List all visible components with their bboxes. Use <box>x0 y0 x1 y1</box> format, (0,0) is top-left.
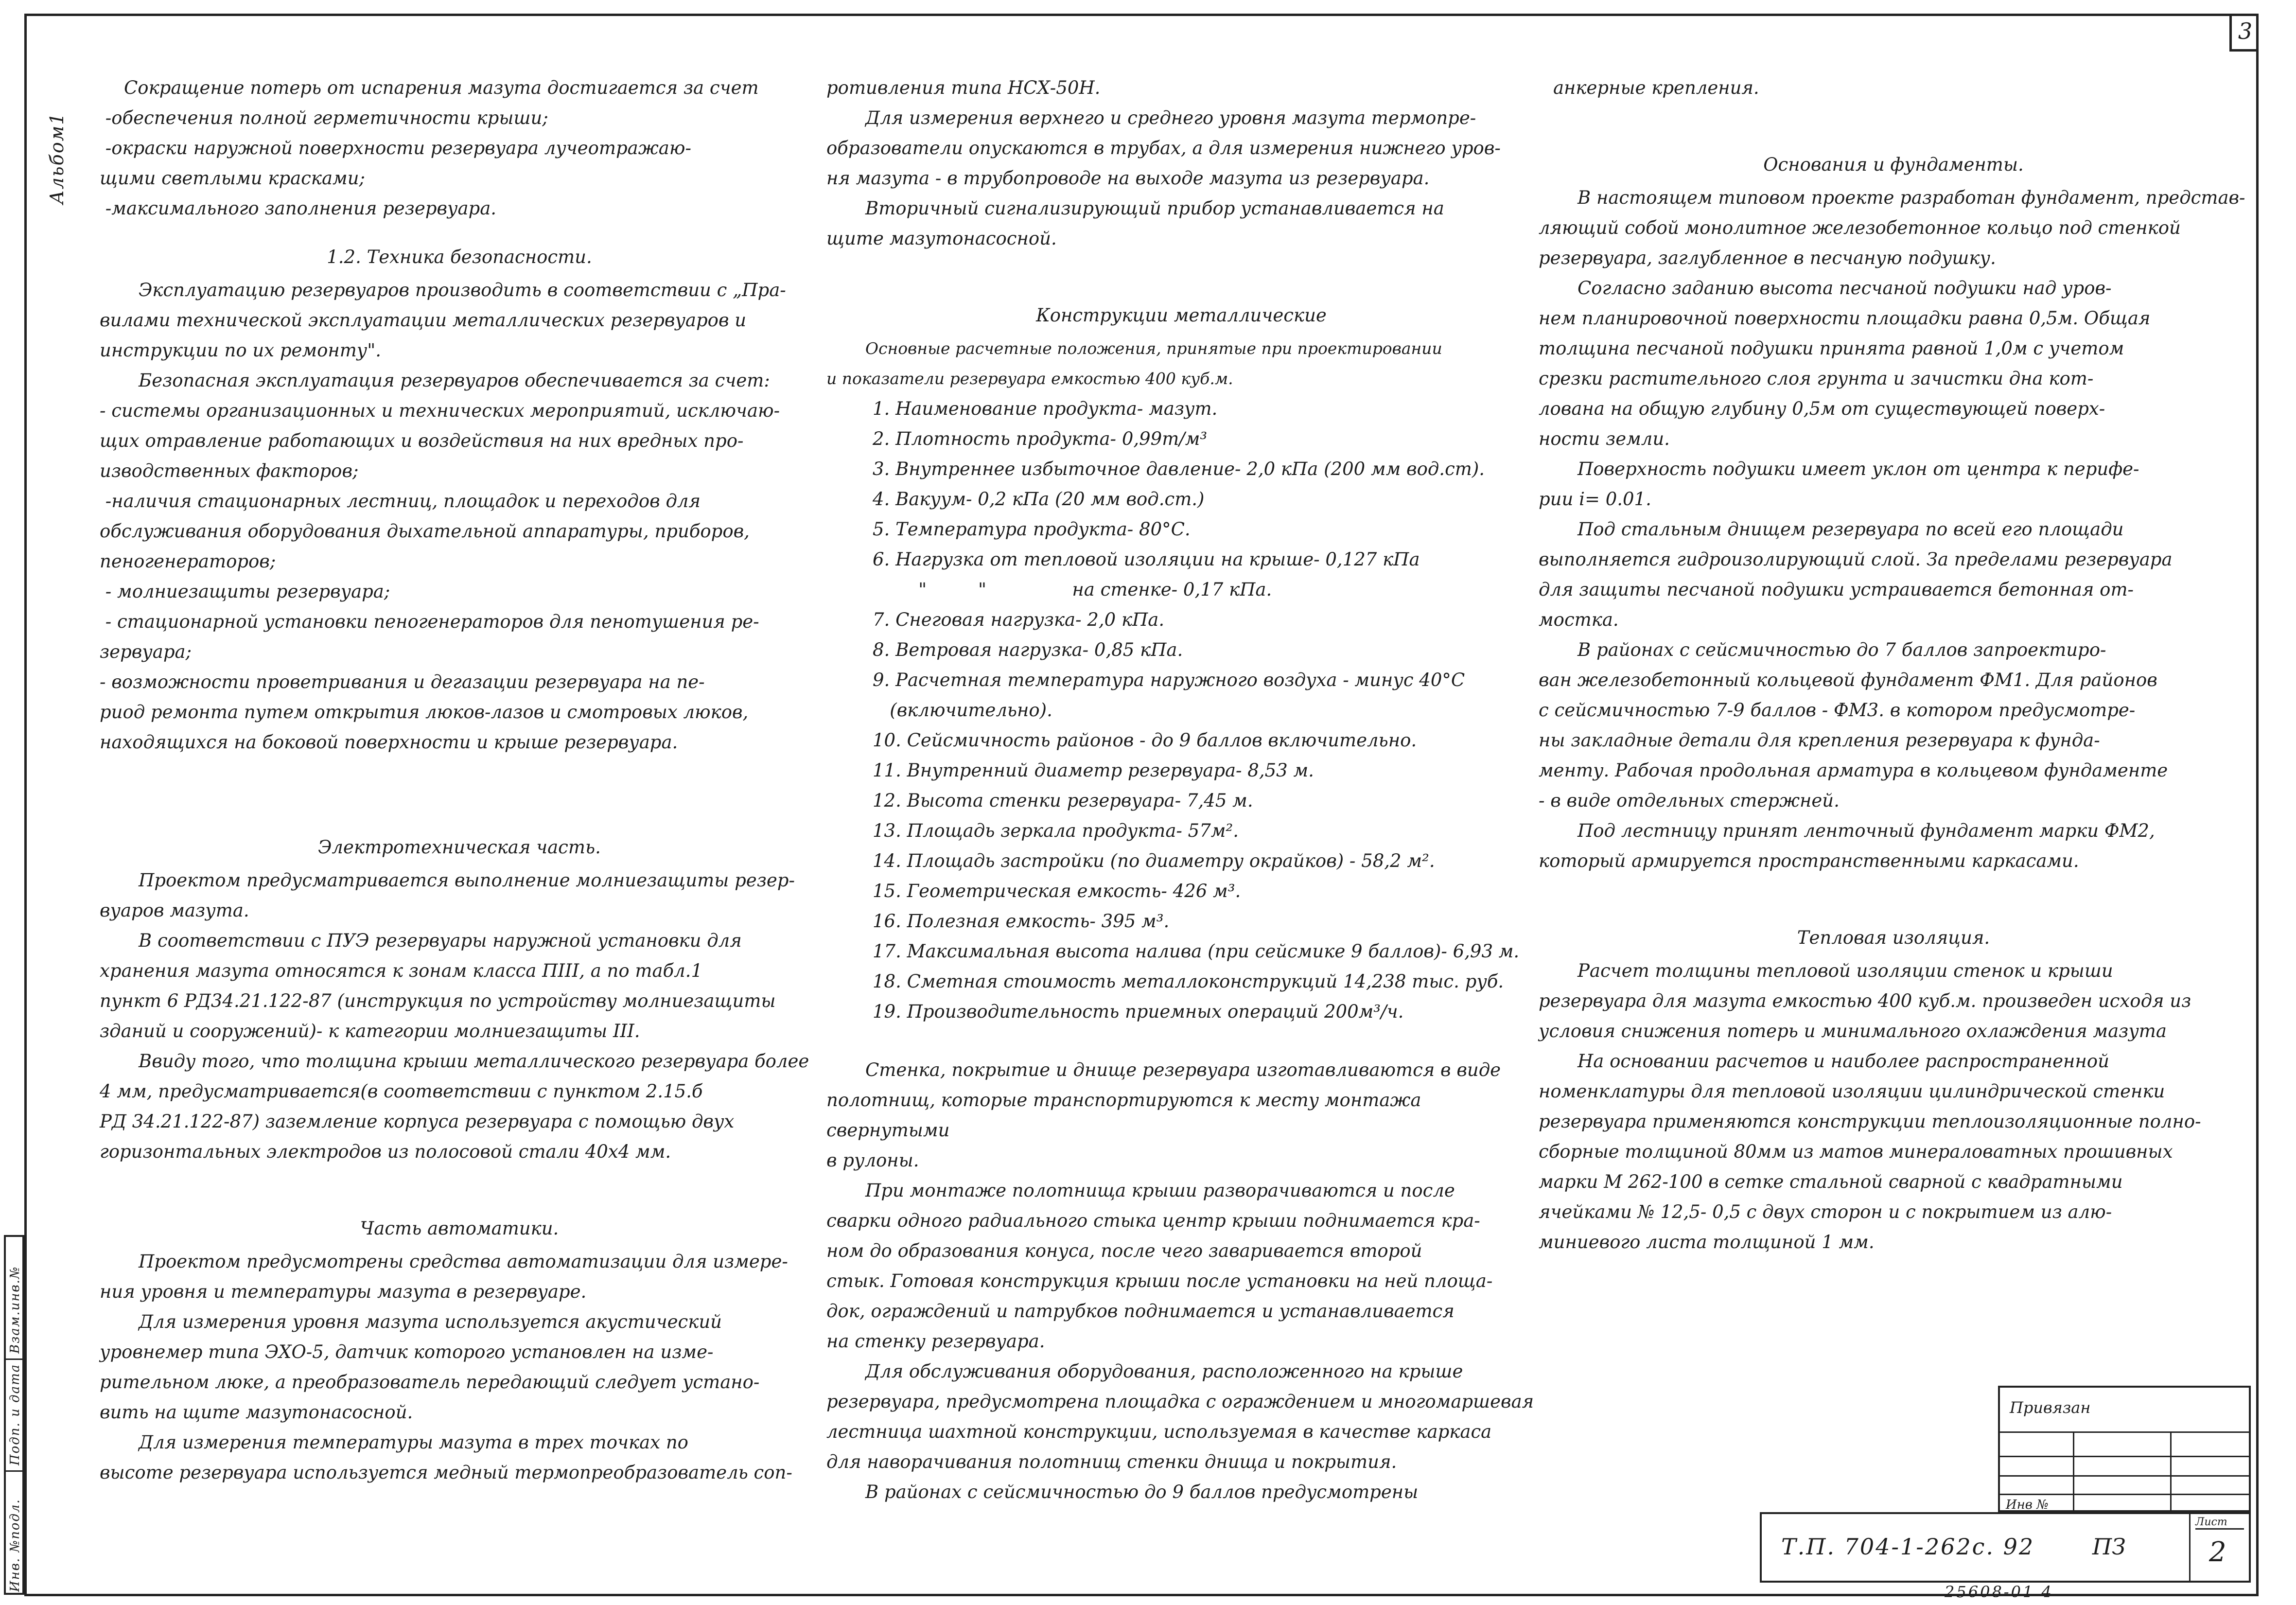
binding-stamp <box>1998 1386 2251 1512</box>
foundations-paragraph-6: Под лестницу принят ленточный фундамент марки ФМ2, который армируется пространственными каркасами. <box>1539 820 2155 871</box>
sensor-paragraph-1: Для измерения верхнего и среднего уровня мазута термопре- образователи опускаются в трубах, а для измерения нижнего уров- ня мазута - в трубопроводе на выходе мазута из резервуара. <box>826 107 1501 189</box>
stamp-inv-label: Инв. №подл. <box>8 1499 22 1592</box>
list-item: 9. Расчетная температура наружного воздуха - минус 40°С (включительно). <box>873 670 1465 721</box>
list-item: 10. Сейсмичность районов - до 9 баллов включительно. <box>873 730 1417 751</box>
corner-sheet-number: 3 <box>2229 14 2259 52</box>
list-item: 16. Полезная емкость- 395 м³. <box>873 911 1170 932</box>
electrical-paragraph-2: В соответствии с ПУЭ резервуары наружной установки для хранения мазута относятся к зонам класса ПIII, а по табл.1 пункт 6 РД34.21.122-87 (инструкция по устройству молниезащиты зданий и сооружений)- к категории молниезащиты III. <box>100 930 776 1041</box>
construction-paragraph-2: При монтаже полотнища крыши разворачиваются и после сварки одного радиального стыка центр крыши поднимается кра- ном до образования конуса, после чего заваривается второй стык. Готовая конструкция крыши после установки на ней площа- док, ограждений и патрубков поднимается и устанавливается на стенку резервуара. <box>826 1180 1493 1352</box>
list-item: 8. Ветровая нагрузка- 0,85 кПа. <box>873 639 1183 660</box>
construction-paragraph-3: Для обслуживания оборудования, расположенного на крыше резервуара, предусмотрена площадка с ограждением и многомаршевая лестница шахтной конструкции, используемая в качестве каркаса для наворачивания полотнищ стенки днища и покрытия. <box>826 1361 1534 1472</box>
foundations-paragraph-1: В настоящем типовом проекте разработан фундамент, представ- ляющий собой монолитное железобетонное кольцо под стенкой резервуара, заглубленное в песчаную подушку. <box>1539 187 2245 268</box>
document-code: Т.П. 704-1-262с. 92 <box>1781 1534 2035 1560</box>
construction-paragraph-4: В районах с сейсмичностью до 9 баллов предусмотрены <box>865 1482 1419 1502</box>
inv-number-label: Инв № <box>2006 1498 2049 1512</box>
foundations-paragraph-5: В районах с сейсмичностью до 7 баллов запроектиро- ван железобетонный кольцевой фундамент ФМ1. Для районов с сейсмичностью 7-9 баллов - ФМ3. в котором предусмотре- ны закладные детали для крепления резервуара к фунда- менту. Рабочая продольная арматура в кольцевом фундаменте - в виде отдельных стержней. <box>1539 639 2168 811</box>
foundations-heading: Основания и фундаменты. <box>1763 154 2024 175</box>
insulation-heading: Тепловая изоляция. <box>1797 927 1990 948</box>
column-right <box>1539 73 2248 1257</box>
safety-heading: 1.2. Техника безопасности. <box>327 247 592 267</box>
safety-paragraph-2: Безопасная эксплуатация резервуаров обеспечивается за счет: - системы организационных и технических мероприятий, исключаю- щих отравление работающих и воздействия на них вредных про- изводственных факторов; -наличия стационарных лестниц, площадок и переходов для обслуживания оборудования дыхательной аппаратуры, приборов, пеногенераторов; - молниезащиты резервуара; - стационарной установки пеногенераторов для пенотушения ре- зервуара; - возможности проветривания и дегазации резервуара на пе- риод ремонта путем открытия люков-лазов и смотровых люков, находящихся на боковой поверхности и крыше резервуара. <box>100 370 780 753</box>
list-item: 1. Наименование продукта- мазут. <box>873 398 1218 419</box>
foundations-paragraph-2: Согласно заданию высота песчаной подушки над уров- нем планировочной поверхности площадки равна 0,5м. Общая толщина песчаной подушки принята равной 1,0м с учетом срезки растительного слоя грунта и зачистки дна кот- лована на общую глубину 0,5м от существующей поверх- ности земли. <box>1539 278 2151 449</box>
stamp-replace-label: Взам.инв.№ <box>8 1266 22 1354</box>
stamp-column <box>4 1235 24 1595</box>
construction-paragraph-1: Стенка, покрытие и днище резервуара изготавливаются в виде полотнищ, которые транспортируются к месту монтажа свернутыми в рулоны. <box>826 1059 1501 1171</box>
list-item: 12. Высота стенки резервуара- 7,45 м. <box>873 790 1253 811</box>
safety-paragraph-1: Эксплуатацию резервуаров производить в соответствии с „Пра- вилами технической эксплуатации металлических резервуаров и инструкции по их ремонту". <box>100 280 786 361</box>
privyazan-label: Привязан <box>2010 1398 2091 1417</box>
sheet-label: Лист <box>2195 1516 2244 1530</box>
list-item: 2. Плотность продукта- 0,99т/м³ <box>873 428 1208 449</box>
archive-code: 25608-01 4 <box>1945 1583 2053 1601</box>
sensor-paragraph-2: Вторичный сигнализирующий прибор устанавливается на щите мазутонасосной. <box>826 198 1444 249</box>
intro-text: Сокращение потерь от испарения мазута достигается за счет -обеспечения полной герметичности крыши; -окраски наружной поверхности резервуара лучеотражаю- щими светлыми красками; -максимального заполнения резервуара. <box>100 77 759 219</box>
list-item: 11. Внутренний диаметр резервуара- 8,53 м. <box>873 760 1314 781</box>
list-item: 7. Снеговая нагрузка- 2,0 кПа. <box>873 609 1165 630</box>
stamp-sign-label: Подп. и дата <box>8 1363 22 1465</box>
metal-heading: Конструкции металлические <box>1036 305 1327 326</box>
automation-paragraph-3: Для измерения температуры мазута в трех точках по высоте резервуара используется медный термопреобразователь соп- <box>100 1432 792 1483</box>
continuation-text: ротивления типа НСХ-50Н. <box>826 77 1101 98</box>
continuation-text: анкерные крепления. <box>1553 77 1759 98</box>
sheet-number: 2 <box>2209 1536 2226 1568</box>
automation-heading: Часть автоматики. <box>360 1218 559 1239</box>
metal-intro: Основные расчетные положения, принятые при проектировании и показатели резервуара емкостью 400 куб.м. <box>826 339 1442 388</box>
column-left <box>100 73 819 1488</box>
automation-paragraph-1: Проектом предусмотрены средства автоматизации для измере- ния уровня и температуры мазута в резервуаре. <box>100 1251 788 1302</box>
automation-paragraph-2: Для измерения уровня мазута используется акустический уровнемер типа ЭХО-5, датчик которого установлен на изме- рительном люке, а преобразователь передающий следует устано- вить на щите мазутонасосной. <box>100 1311 760 1423</box>
list-item: 19. Производительность приемных операций 200м³/ч. <box>873 1001 1404 1022</box>
electrical-paragraph-1: Проектом предусматривается выполнение молниезащиты резер- вуаров мазута. <box>100 870 795 921</box>
foundations-paragraph-4: Под стальным днищем резервуара по всей его площади выполняется гидроизолирующий слой. За пределами резервуара для защиты песчаной подушки устраивается бетонная от- мостка. <box>1539 519 2173 630</box>
list-item: " " на стенке- 0,17 кПа. <box>873 579 1272 600</box>
electrical-paragraph-3: Ввиду того, что толщина крыши металлического резервуара более 4 мм, предусматривается(в соответствии с пунктом 2.15.б РД 34.21.122-87) заземление корпуса резервуара с помощью двух горизонтальных электродов из полосовой стали 40х4 мм. <box>100 1051 809 1162</box>
parameters-list <box>873 394 1536 1027</box>
sheet-cell <box>2189 1514 2249 1581</box>
list-item: 18. Сметная стоимость металлоконструкций 14,238 тыс. руб. <box>873 971 1504 992</box>
foundations-paragraph-3: Поверхность подушки имеет уклон от центра к перифе- рии i= 0.01. <box>1539 459 2139 510</box>
list-item: 4. Вакуум- 0,2 кПа (20 мм вод.ст.) <box>873 489 1205 510</box>
title-block <box>1760 1512 2251 1583</box>
insulation-paragraph-2: На основании расчетов и наиболее распространенной номенклатуры для тепловой изоляции цилиндрической стенки резервуара применяются конструкции теплоизоляционные полно- сборные толщиной 80мм из матов минераловатных прошивных марки М 262-100 в сетке стальной сварной с квадратными ячейками № 12,5- 0,5 с двух сторон и с покрытием из алю- миниевого листа толщиной 1 мм. <box>1539 1051 2201 1252</box>
document-type: ПЗ <box>2092 1534 2126 1560</box>
list-item: 15. Геометрическая емкость- 426 м³. <box>873 881 1241 901</box>
list-item: 17. Максимальная высота налива (при сейсмике 9 баллов)- 6,93 м. <box>873 941 1520 962</box>
album-label: Альбом1 <box>46 112 68 204</box>
list-item: 3. Внутреннее избыточное давление- 2,0 кПа (200 мм вод.ст). <box>873 459 1485 479</box>
list-item: 14. Площадь застройки (по диаметру окрайков) - 58,2 м². <box>873 850 1435 871</box>
list-item: 13. Площадь зеркала продукта- 57м². <box>873 820 1239 841</box>
electrical-heading: Электротехническая часть. <box>318 837 601 858</box>
list-item: 6. Нагрузка от тепловой изоляции на крыше- 0,127 кПа <box>873 549 1420 570</box>
column-middle <box>826 73 1536 1507</box>
list-item: 5. Температура продукта- 80°С. <box>873 519 1191 540</box>
insulation-paragraph-1: Расчет толщины тепловой изоляции стенок и крыши резервуара для мазута емкостью 400 куб.м. произведен исходя из условия снижения потерь и минимального охлаждения мазута <box>1539 960 2191 1041</box>
